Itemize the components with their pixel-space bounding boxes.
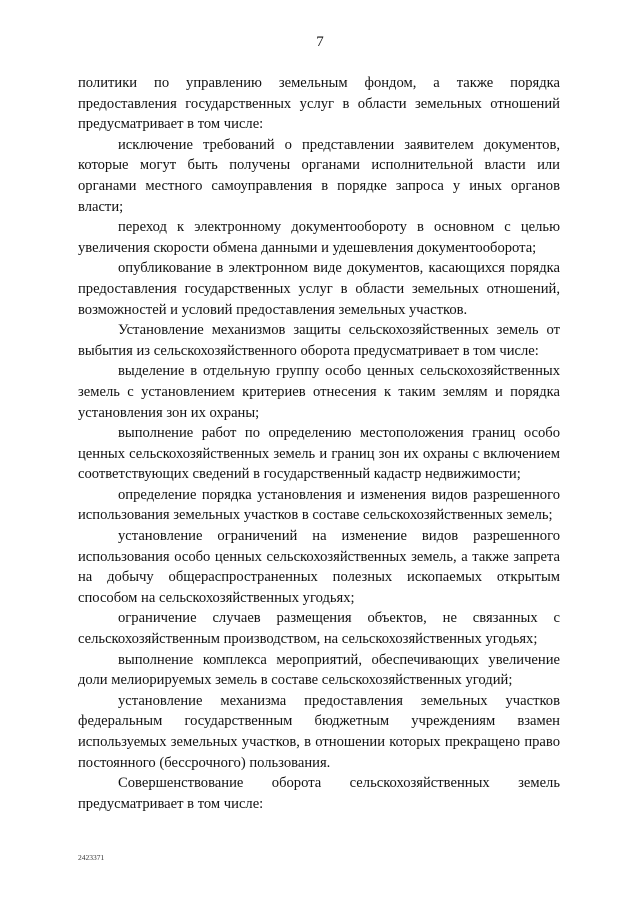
paragraph: исключение требований о представлении заявителем документов, которые могут быть получены органами исполнительной власти или органами местного самоуправления в порядке запроса у иных органов власти; [78, 136, 560, 215]
paragraph: установление ограничений на изменение видов разрешенного использования особо ценных сельскохозяйственных земель, а также запрета на добычу общераспространенных полезных ископаемых открытым способом на сельскохозяйственных угодьях; [78, 528, 560, 606]
paragraph-continuation: политики по управлению земельным фондом, а также порядка предоставления государственных услуг в области земельных отношений предусматривает в том числе: [78, 75, 560, 133]
document-code: 2423371 [78, 853, 105, 862]
paragraph: выполнение работ по определению местоположения границ особо ценных сельскохозяйственных земель и границ зон их охраны с включением соответствующих сведений в государственный кадастр недвижимости; [78, 425, 560, 483]
paragraph: переход к электронному документообороту в основном с целью увеличения скорости обмена данными и удешевления документооборота; [78, 219, 560, 256]
document-body [78, 73, 560, 814]
paragraph: выделение в отдельную группу особо ценных сельскохозяйственных земель с установлением критериев отнесения к таким землям и порядка установления зон их охраны; [78, 363, 560, 421]
paragraph: Установление механизмов защиты сельскохозяйственных земель от выбытия из сельскохозяйственного оборота предусматривает в том числе: [78, 322, 560, 359]
paragraph: Совершенствование оборота сельскохозяйственных земель предусматривает в том числе: [78, 775, 560, 812]
paragraph: выполнение комплекса мероприятий, обеспечивающих увеличение доли мелиорируемых земель в составе сельскохозяйственных угодий; [78, 651, 560, 689]
paragraph: определение порядка установления и изменения видов разрешенного использования земельных участков в составе сельскохозяйственных земель; [78, 486, 560, 524]
paragraph: ограничение случаев размещения объектов, не связанных с сельскохозяйственным производством, на сельскохозяйственных угодьях; [78, 610, 560, 648]
page-number: 7 [316, 34, 324, 50]
paragraph: установление механизма предоставления земельных участков федеральным государственным бюджетным учреждениям взамен используемых земельных участков, в отношении которых прекращено право постоянного (бессрочного) пользования. [78, 692, 560, 771]
paragraph: опубликование в электронном виде документов, касающихся порядка предоставления государственных услуг в области земельных отношений, возможностей и условий предоставления земельных участков. [78, 260, 560, 318]
